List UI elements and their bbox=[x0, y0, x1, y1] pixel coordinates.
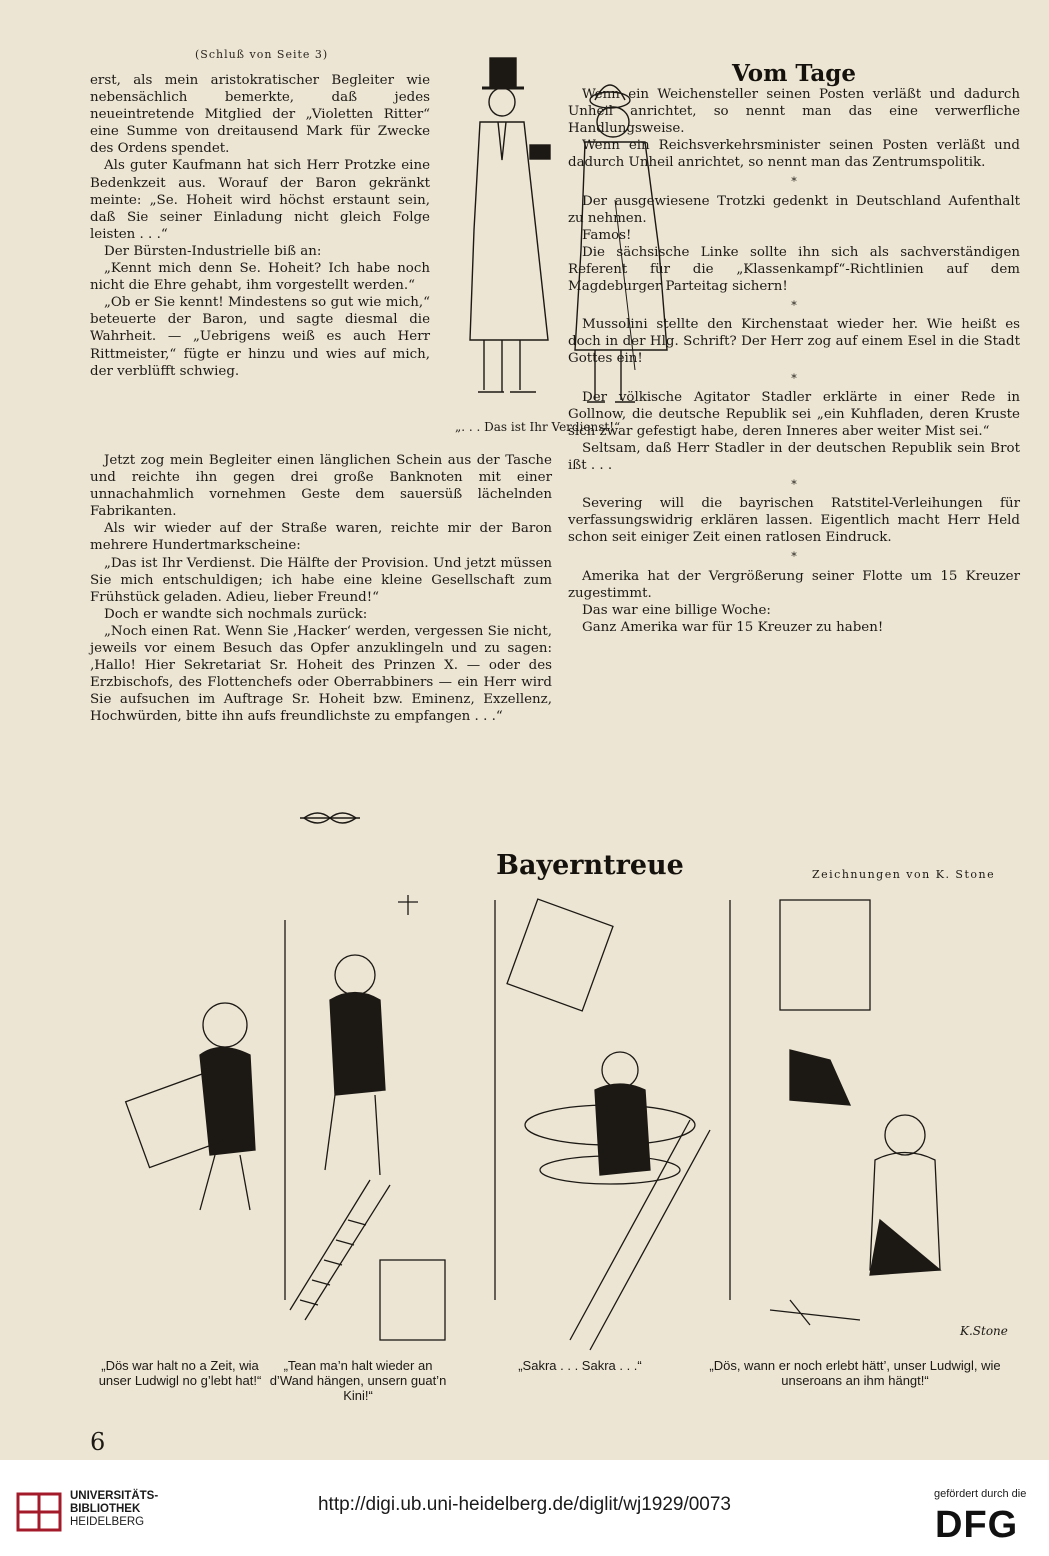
vom-tage-paragraph: Die sächsische Linke sollte ihn sich als sachverständigen Referent für die „Klassenkampf“-Richtlinien auf dem Magdeburger Parteitag sichern! bbox=[568, 244, 1020, 295]
comic-caption-3: „Sakra . . . Sakra . . .“ bbox=[518, 1358, 642, 1373]
comic-caption-4: „Dös, wann er noch erlebt hätt’, unser Ludwigl, wie unseroans an ihm hängt!“ bbox=[709, 1358, 1001, 1388]
story-paragraph: „Kennt mich denn Se. Hoheit? Ich habe noch nicht die Ehre gehabt, ihm vorgestellt werden.“ bbox=[90, 261, 430, 294]
artist-signature: K.Stone bbox=[960, 1324, 1008, 1338]
dfg-logo: DFG bbox=[935, 1504, 1019, 1546]
story-column-top bbox=[90, 72, 430, 380]
two-gentlemen-illustration bbox=[440, 50, 570, 420]
comic-caption-2: „Tean ma’n halt wieder an d’Wand hängen, unsern guat’n Kini!“ bbox=[269, 1358, 447, 1403]
funded-by-text: gefördert durch die bbox=[934, 1488, 1027, 1500]
story-paragraph: Als wir wieder auf der Straße waren, reichte mir der Baron mehrere Hundertmarkscheine: bbox=[90, 521, 552, 554]
footer-bar bbox=[0, 1460, 1049, 1556]
source-url-link[interactable]: http://digi.ub.uni-heidelberg.de/diglit/wj1929/0073 bbox=[317, 1494, 732, 1515]
story-paragraph: Der Bürsten-Industrielle biß an: bbox=[104, 243, 322, 259]
vom-tage-paragraph: Der ausgewiesene Trotzki gedenkt in Deutschland Aufenthalt zu nehmen. bbox=[568, 193, 1020, 226]
comic-caption-1: „Dös war halt no a Zeit, wia unser Ludwigl no g’lebt hat!“ bbox=[98, 1358, 262, 1388]
comic-title: Bayerntreue bbox=[496, 850, 684, 881]
separator-star: * bbox=[791, 478, 797, 492]
story-paragraph: Jetzt zog mein Begleiter einen länglichen Schein aus der Tasche und reichte ihn gegen drei große Banknoten mit einer unnachahmlich vornehmen Geste dem sauersüß lächelnden Fabrikanten. bbox=[90, 453, 552, 520]
vom-tage-paragraph: Das war eine billige Woche: bbox=[582, 602, 771, 618]
separator-star: * bbox=[791, 175, 797, 189]
vom-tage-paragraph: Wenn ein Weichensteller seinen Posten verläßt und dadurch Unheil anrichtet, so nennt man das eine verwerfliche Handlungsweise. bbox=[568, 87, 1020, 137]
vom-tage-paragraph: Mussolini stellte den Kirchenstaat wieder her. Wie heißt es doch in der Hlg. Schrift? Der Herr zog auf einem Esel in die Stadt Gottes ein! bbox=[568, 317, 1020, 367]
ornament-divider-icon bbox=[300, 808, 360, 828]
story-paragraph: Als guter Kaufmann hat sich Herr Protzke eine Bedenkzeit aus. Worauf der Baron gekränkt meinte: „Se. Hoheit wird höchst erstaunt sein, daß Sie seiner Einladung nicht gleich Folge leisten . . .“ bbox=[90, 158, 430, 242]
library-name: UNIVERSITÄTS- BIBLIOTHEK HEIDELBERG bbox=[70, 1490, 159, 1528]
comic-credit: Zeichnungen von K. Stone bbox=[812, 868, 996, 881]
separator-star: * bbox=[791, 299, 797, 313]
story-column-bottom bbox=[90, 452, 552, 726]
vom-tage-paragraph: Seltsam, daß Herr Stadler in der deutschen Republik sein Brot ißt . . . bbox=[568, 440, 1020, 473]
vom-tage-paragraph: Famos! bbox=[582, 227, 632, 243]
vom-tage-heading: Vom Tage bbox=[732, 60, 856, 87]
vom-tage-paragraph: Ganz Amerika war für 15 Kreuzer zu haben! bbox=[582, 619, 884, 635]
vom-tage-paragraph: Amerika hat der Vergrößerung seiner Flotte um 15 Kreuzer zugestimmt. bbox=[568, 568, 1020, 601]
vom-tage-column bbox=[568, 86, 1020, 636]
separator-star: * bbox=[791, 371, 797, 385]
story-paragraph: „Das ist Ihr Verdienst. Die Hälfte der Provision. Und jetzt müssen Sie mich entschuldigen; ich habe eine kleine Gesellschaft zum Frühstück geladen. Adieu, lieber Freund!“ bbox=[90, 555, 552, 605]
illustration-caption: „. . . Das ist Ihr Verdienst!“ bbox=[455, 420, 621, 434]
story-paragraph: „Noch einen Rat. Wenn Sie ‚Hacker‘ werden, vergessen Sie nicht, jeweils vor einem Besuch das Opfer anzuklingeln und zu sagen: ‚Hallo! Hier Sekretariat Sr. Hoheit des Prinzen X. — oder des Erzbischofs, des Flottenchefs oder Oberrabbiners — ein Herr wird Sie aufsuchen im Auftrage Sr. Hoheit bzw. Eminenz, Exzellenz, Hochwürden, bitte ihn aufs freundlichste zu empfangen . . .“ bbox=[90, 623, 552, 725]
story-paragraph: erst, als mein aristokratischer Begleiter wie nebensächlich bemerkte, daß jedes neueintretende Mitglied der „Violetten Ritter“ eine Summe von dreitausend Mark für Zwecke des Ordens spendet. bbox=[90, 73, 430, 157]
vom-tage-paragraph: Wenn ein Reichsverkehrsminister seinen Posten verläßt und dadurch Unheil anrichtet, so nennt man das Zentrumspolitik. bbox=[568, 138, 1020, 171]
separator-star: * bbox=[791, 550, 797, 564]
story-paragraph: „Ob er Sie kennt! Mindestens so gut wie mich,“ beteuerte der Baron, und sagte diesmal die Wahrheit. — „Uebrigens weiß es auch Herr Rittmeister,“ fügte er hinzu und wies auf mich, der verblüfft schwieg. bbox=[90, 295, 430, 379]
page-number: 6 bbox=[90, 1428, 106, 1456]
story-paragraph: Doch er wandte sich nochmals zurück: bbox=[104, 606, 368, 622]
comic-strip-panels bbox=[90, 880, 1020, 1355]
continued-note: (Schluß von Seite 3) bbox=[195, 48, 329, 61]
vom-tage-paragraph: Severing will die bayrischen Ratstitel-Verleihungen für verfassungswidrig erklären lassen. Eigentlich macht Herr Held schon seit einiger Zeit einen ratlosen Eindruck. bbox=[568, 496, 1020, 546]
vom-tage-paragraph: Der völkische Agitator Stadler erklärte in einer Rede in Gollnow, die deutsche Republik sei „ein Kuhfladen, deren Kruste sich zwar gefestigt habe, deren Inneres aber weiter Mist sei.“ bbox=[568, 389, 1020, 439]
